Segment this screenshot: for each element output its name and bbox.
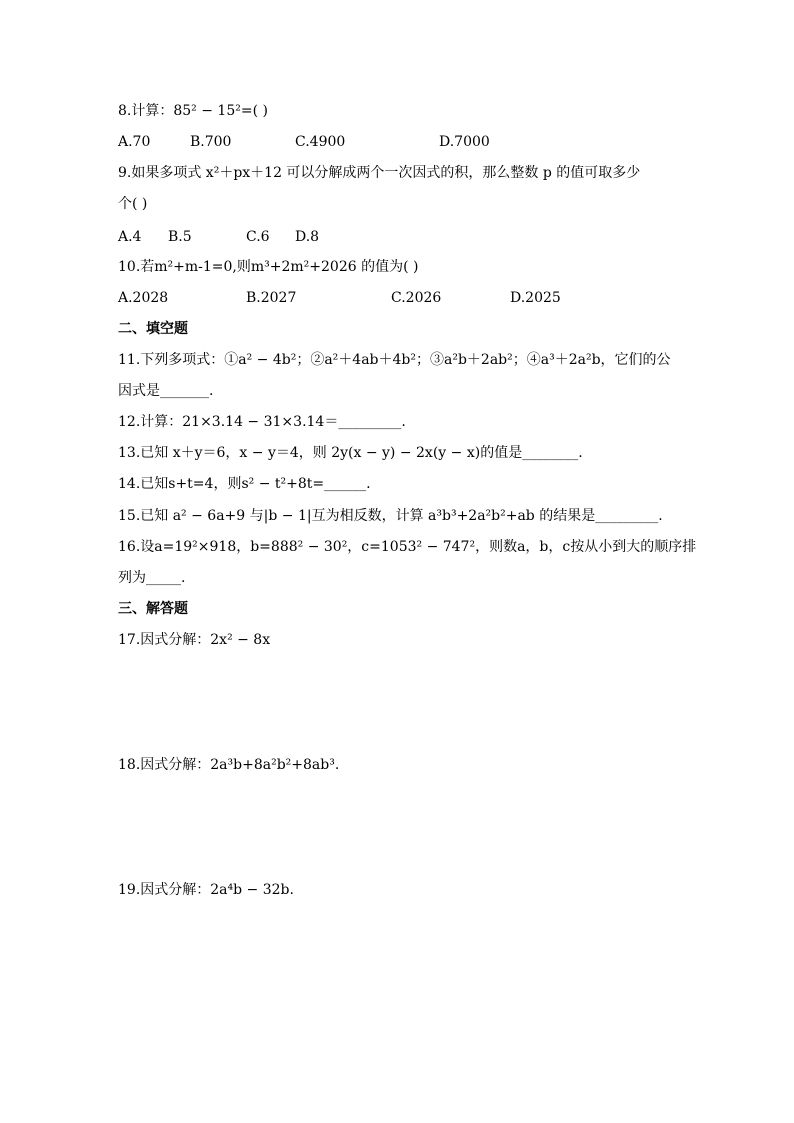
question-10-stem: 10.若m²+m-1=0,则m³+2m²+2026 的值为( ) (118, 259, 419, 275)
question-8-stem: 8.计算：85² − 15²=( ) (118, 103, 268, 119)
question-11-line2: 因式是_______. (118, 383, 214, 399)
question-14: 14.已知s+t=4，则s² − t²+8t=______. (118, 476, 371, 492)
question-11-line1: 11.下列多项式：①a² − 4b²；②a²＋4ab＋4b²；③a²b＋2ab²；④a³＋2a²b，它们的公 (118, 352, 671, 368)
q8-option-d: D.7000 (439, 134, 490, 150)
q9-option-b: B.5 (168, 229, 192, 245)
q8-option-a: A.70 (118, 134, 151, 150)
question-16-line2: 列为_____. (118, 570, 186, 586)
question-15: 15.已知 a² − 6a+9 与|b − 1|互为相反数，计算 a³b³+2a²b²+ab 的结果是_________. (118, 508, 663, 524)
section-heading-fill-in: 二、填空题 (118, 321, 188, 337)
q10-option-a: A.2028 (118, 290, 169, 306)
question-12: 12.计算：21×3.14 − 31×3.14＝_________. (118, 414, 406, 430)
question-17: 17.因式分解：2x² − 8x (118, 632, 271, 648)
q10-option-d: D.2025 (510, 290, 561, 306)
question-10-options (118, 288, 561, 308)
question-19: 19.因式分解：2a⁴b − 32b. (118, 882, 294, 898)
section-heading-answers: 三、解答题 (118, 601, 188, 617)
q10-option-c: C.2026 (391, 290, 442, 306)
question-18: 18.因式分解：2a³b+8a²b²+8ab³. (118, 757, 340, 773)
question-13: 13.已知 x＋y＝6，x − y＝4，则 2y(x − y) − 2x(y − x)的值是________. (118, 445, 583, 461)
q9-option-d: D.8 (295, 229, 320, 245)
question-8-options (118, 132, 490, 152)
question-16-line1: 16.设a=19²×918，b=888² − 30²，c=1053² − 747²，则数a，b，c按从小到大的顺序排 (118, 539, 697, 555)
q8-option-c: C.4900 (295, 134, 346, 150)
q9-option-a: A.4 (118, 229, 142, 245)
q9-option-c: C.6 (246, 229, 270, 245)
question-9-stem-line2: 个( ) (118, 196, 148, 212)
question-9-options (118, 227, 319, 247)
q8-option-b: B.700 (190, 134, 232, 150)
question-9-stem-line1: 9.如果多项式 x²＋px＋12 可以分解成两个一次因式的积，那么整数 p 的值可取多少 (118, 165, 641, 181)
q10-option-b: B.2027 (246, 290, 297, 306)
